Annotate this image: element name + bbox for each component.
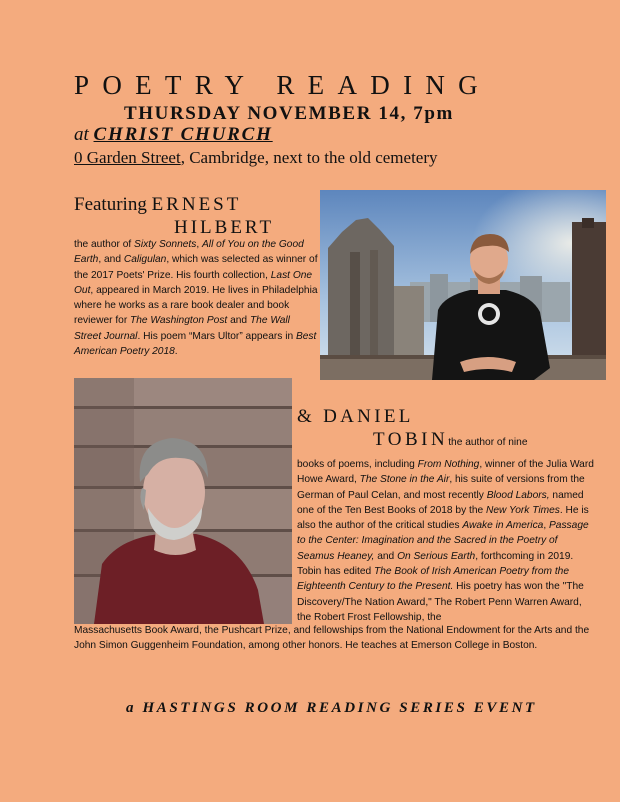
event-address bbox=[74, 148, 438, 168]
featuring-heading bbox=[74, 194, 241, 216]
italic-title: Blood Labors, bbox=[486, 489, 550, 501]
event-date: THURSDAY NOVEMBER 14, 7pm bbox=[124, 103, 454, 124]
hilbert-last-name: HILBERT bbox=[174, 217, 275, 238]
bio-text: , his suite of versions from the German of Paul Celan, and most recently bbox=[297, 474, 585, 501]
tobin-bio-continued: Massachusetts Book Award, the Pushcart Prize, and fellowships from the National Endowment for the Arts and the John Simon Guggenheim Foundation, among other honors. He teaches at Emerson College in Boston. bbox=[74, 625, 590, 652]
tobin-bio bbox=[297, 457, 597, 625]
bio-text: , appeared in March 2019. He lives in Philadelphia where he works as a rare book dealer and book reviewer for bbox=[74, 284, 318, 327]
italic-title: The Book of Irish American Poetry from the Eighteenth Century to the Present. bbox=[297, 566, 569, 593]
italic-title: The Wall Street Journal bbox=[74, 315, 290, 342]
bio-text: His poetry has won the "The Discovery/The Nation Award," The Robert Penn Warren Award, the Robert Frost Fellowship, the bbox=[297, 581, 584, 623]
series-footer: a HASTINGS ROOM READING SERIES EVENT bbox=[126, 700, 537, 716]
bio-text: the author of bbox=[74, 239, 135, 250]
address-street: 0 Garden Street bbox=[74, 148, 181, 167]
italic-title: Caligulan bbox=[123, 254, 167, 266]
italic-title: Passage to the Center: Imagination and the Sacred in the Poetry of Seamus Heaney, bbox=[297, 520, 589, 562]
tobin-bio-intro: the author of nine bbox=[448, 437, 528, 448]
bio-text: , forthcoming in 2019. Tobin has edited bbox=[297, 550, 574, 578]
italic-title: All of You on the Good Earth bbox=[74, 239, 304, 266]
tobin-name-line bbox=[373, 429, 528, 451]
hilbert-photo bbox=[320, 190, 606, 380]
bio-text: . He is also the author of the critical studies bbox=[297, 504, 589, 532]
featuring-label: Featuring bbox=[74, 194, 147, 215]
italic-title: Last One Out bbox=[74, 269, 313, 296]
italic-title: Best American Poetry 2018 bbox=[74, 330, 317, 358]
bio-text: , bbox=[543, 520, 549, 532]
bio-text: and bbox=[374, 550, 398, 562]
bio-text: , winner of the Julia Ward Howe Award, bbox=[297, 459, 594, 486]
italic-title: The Washington Post bbox=[130, 315, 228, 327]
venue-name: CHRIST CHURCH bbox=[93, 124, 273, 145]
italic-title: The Stone in the Air bbox=[359, 474, 450, 486]
tobin-first-name: & DANIEL bbox=[297, 406, 414, 427]
bio-text: and bbox=[227, 315, 250, 327]
address-rest: , Cambridge, next to the old cemetery bbox=[180, 148, 438, 167]
hilbert-bio bbox=[74, 237, 318, 359]
italic-title: New York Times bbox=[485, 504, 560, 516]
bio-text: , bbox=[196, 239, 203, 250]
bio-text: named one of the Ten Best Books of 2018 by the bbox=[297, 489, 584, 516]
venue-prefix: at bbox=[74, 124, 89, 145]
italic-title: From Nothing bbox=[417, 459, 480, 470]
italic-title: On Serious Earth bbox=[397, 550, 476, 562]
bio-text: . His poem “Mars Ultor” appears in bbox=[137, 330, 296, 342]
bio-text: , and bbox=[98, 254, 124, 266]
event-venue bbox=[74, 124, 273, 146]
italic-title: Sixty Sonnets bbox=[134, 239, 197, 250]
hilbert-first-name: ERNEST bbox=[151, 194, 242, 215]
tobin-photo bbox=[74, 378, 292, 624]
bio-text: books of poems, including bbox=[297, 459, 418, 470]
bio-text: , which was selected as winner of the 2017 Poets' Prize. His fourth collection, bbox=[74, 254, 318, 281]
event-title: POETRY READING bbox=[74, 70, 491, 100]
tobin-last-name: TOBIN bbox=[373, 429, 449, 450]
italic-title: Awake in America bbox=[462, 520, 544, 532]
bio-text: . bbox=[174, 346, 178, 358]
